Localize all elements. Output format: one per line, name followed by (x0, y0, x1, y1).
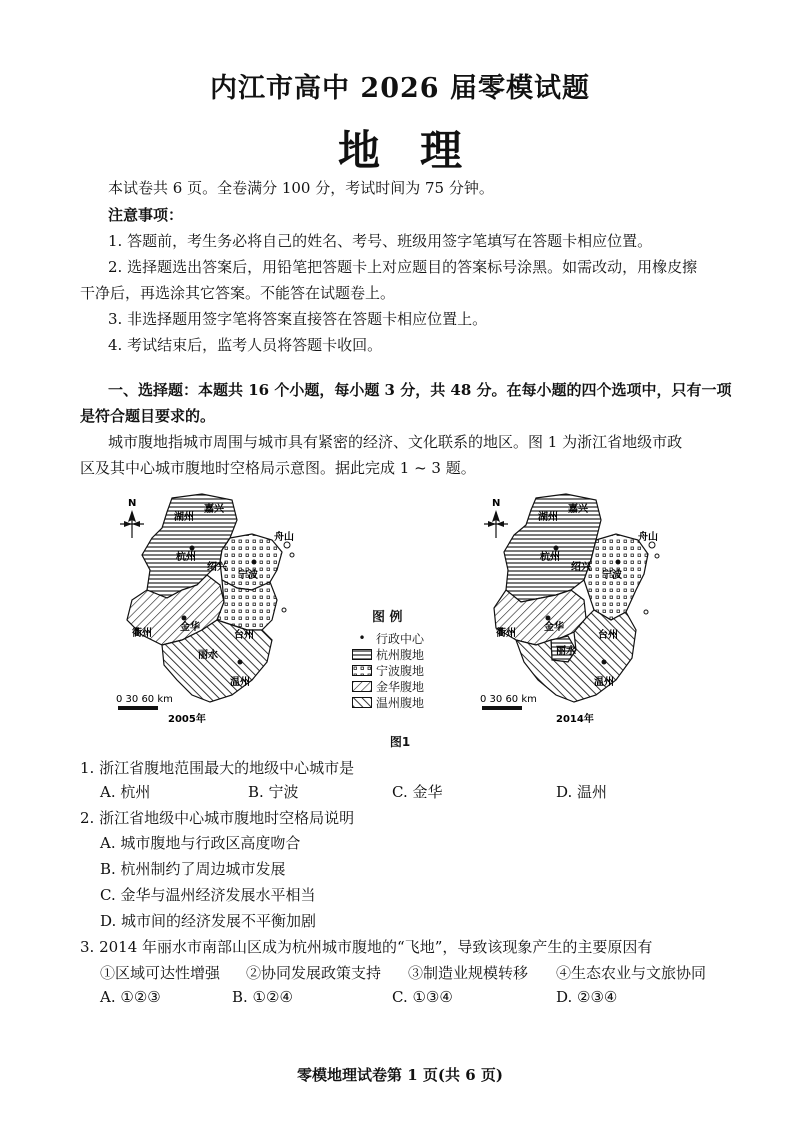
city-label: 温州 (230, 677, 250, 688)
question-1-option-c[interactable]: C. 金华 (392, 783, 443, 801)
question-3-option-b[interactable]: B. ①②④ (232, 988, 293, 1006)
city-label: 宁波 (238, 570, 258, 581)
question-stem-intro-cont: 区及其中心城市腹地时空格局示意图。据此完成 1 ~ 3 题。 (80, 459, 476, 477)
scale-label: 0 30 60 km (480, 694, 537, 705)
notice-item: 2. 选择题选出答案后，用铅笔把答题卡上对应题目的答案标号涂黑。如需改动，用橡皮擦 (108, 258, 698, 276)
map-year: 2005年 (168, 714, 206, 725)
question-3-option-a[interactable]: A. ①②③ (100, 988, 161, 1006)
north-label: N (128, 498, 137, 509)
map-2005 (112, 490, 312, 725)
question-stem-intro: 城市腹地指城市周围与城市具有紧密的经济、文化联系的地区。图 1 为浙江省地级市政 (108, 433, 683, 451)
question-3-statement: ④生态农业与文旅协同 (556, 964, 707, 982)
city-label: 温州 (594, 677, 614, 688)
legend (352, 630, 424, 710)
scale-label: 0 30 60 km (116, 694, 173, 705)
north-arrow-icon (120, 510, 144, 538)
exam-title: 内江市高中 2026 届零模试题 (210, 73, 590, 104)
exam-summary: 本试卷共 6 页。全卷满分 100 分，考试时间为 75 分钟。 (108, 179, 494, 197)
question-1-option-b[interactable]: B. 宁波 (248, 783, 299, 801)
legend-item: • 行政中心 (352, 630, 424, 646)
notice-item: 1. 答题前，考生务必将自己的姓名、考号、班级用签字笔填写在答题卡相应位置。 (108, 232, 653, 250)
question-1-stem: 1. 浙江省腹地范围最大的地级中心城市是 (80, 759, 355, 777)
notice-item: 4. 考试结束后，监考人员将答题卡收回。 (108, 336, 383, 354)
question-3-option-d[interactable]: D. ②③④ (556, 988, 618, 1006)
city-label: 湖州 (538, 512, 558, 523)
question-2-option-d[interactable]: D. 城市间的经济发展不平衡加剧 (100, 912, 317, 930)
city-label: 金华 (544, 622, 564, 633)
city-label: 台州 (234, 630, 254, 641)
city-label: 宁波 (602, 570, 622, 581)
question-2-option-a[interactable]: A. 城市腹地与行政区高度吻合 (100, 834, 301, 852)
city-label: 舟山 (638, 532, 658, 543)
city-label: 舟山 (274, 532, 294, 543)
notice-item: 干净后，再选涂其它答案。不能答在试题卷上。 (80, 284, 396, 302)
city-label: 台州 (598, 630, 618, 641)
legend-item: 杭州腹地 (352, 646, 424, 662)
legend-title: 图 例 (372, 610, 403, 625)
map-2014 (476, 490, 676, 725)
question-3-stem: 3. 2014 年丽水市南部山区成为杭州城市腹地的“飞地”，导致该现象产生的主要原因有 (80, 938, 653, 956)
figure-caption: 图1 (389, 735, 411, 749)
notice-item: 3. 非选择题用签字笔将答案直接答在答题卡相应位置上。 (108, 310, 488, 328)
city-label: 衢州 (496, 628, 516, 639)
city-label: 杭州 (540, 552, 560, 563)
city-label: 丽水 (198, 650, 218, 661)
map-year: 2014年 (556, 714, 594, 725)
city-label: 绍兴 (207, 562, 227, 573)
city-label: 衢州 (132, 628, 152, 639)
city-label: 湖州 (174, 512, 194, 523)
question-2-option-b[interactable]: B. 杭州制约了周边城市发展 (100, 860, 286, 878)
question-3-statement: ①区域可达性增强 (100, 964, 221, 982)
city-label: 杭州 (176, 552, 196, 563)
north-arrow-icon (484, 510, 508, 538)
legend-item: 金华腹地 (352, 678, 424, 694)
admin-center-icon: • (358, 631, 366, 645)
wenzhou-swatch-icon (352, 697, 372, 708)
page-footer: 零模地理试卷第 1 页(共 6 页) (297, 1066, 503, 1084)
ningbo-swatch-icon (352, 665, 372, 676)
city-label: 绍兴 (571, 562, 591, 573)
question-2-stem: 2. 浙江省地级中心城市腹地时空格局说明 (80, 809, 355, 827)
notice-heading: 注意事项： (108, 206, 184, 224)
question-1-option-d[interactable]: D. 温州 (556, 783, 608, 801)
question-2-option-c[interactable]: C. 金华与温州经济发展水平相当 (100, 886, 316, 904)
question-1-option-a[interactable]: A. 杭州 (100, 783, 151, 801)
section-heading: 一、选择题：本题共 16 个小题，每小题 3 分，共 48 分。在每小题的四个选项中，只有一项 (108, 381, 732, 399)
question-3-statement: ②协同发展政策支持 (246, 964, 382, 982)
subject-title: 地理 (337, 126, 502, 175)
jinhua-swatch-icon (352, 681, 372, 692)
question-3-statement: ③制造业规模转移 (408, 964, 529, 982)
hangzhou-swatch-icon (352, 649, 372, 660)
north-label: N (492, 498, 501, 509)
city-label: 嘉兴 (568, 504, 588, 515)
city-label: 丽水 (556, 646, 576, 657)
city-label: 金华 (180, 622, 200, 633)
city-label: 嘉兴 (204, 504, 224, 515)
section-heading-cont: 是符合题目要求的。 (80, 407, 216, 425)
question-3-option-c[interactable]: C. ①③④ (392, 988, 453, 1006)
legend-item: 宁波腹地 (352, 662, 424, 678)
legend-item: 温州腹地 (352, 694, 424, 710)
